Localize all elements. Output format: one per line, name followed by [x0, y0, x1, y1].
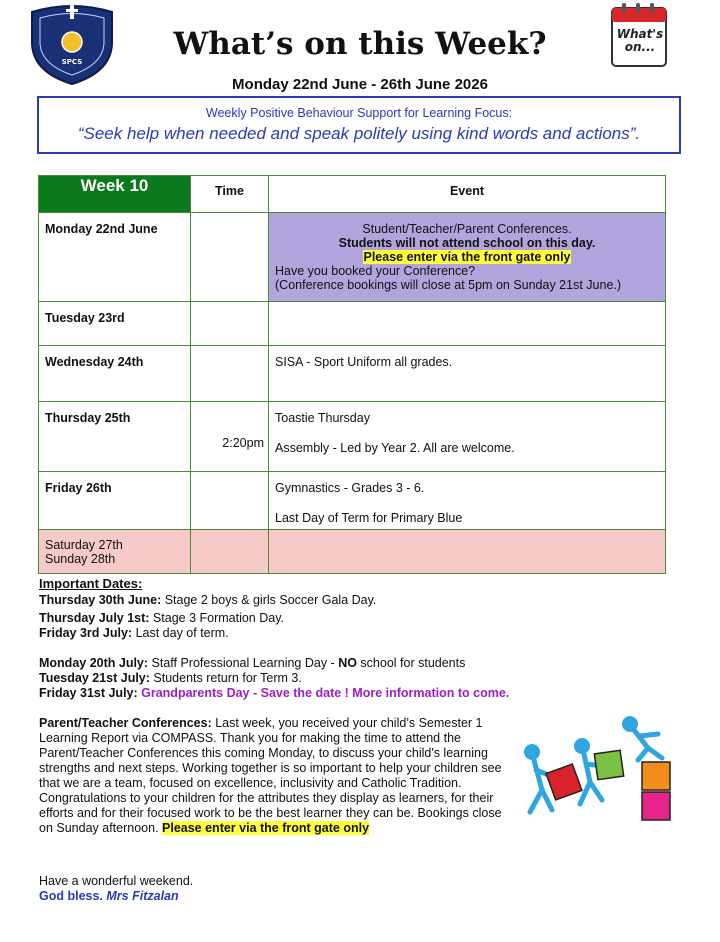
table-row-tuesday	[39, 302, 666, 346]
table-row-friday	[39, 472, 666, 530]
weekly-schedule-table	[38, 175, 666, 574]
table-header-row	[39, 176, 666, 213]
day-label: Thursday 25th	[39, 402, 191, 472]
day-label	[39, 530, 191, 574]
important-dates-title: Important Dates:	[39, 576, 143, 591]
event-line: Assembly - Led by Year 2. All are welcome.	[275, 441, 515, 455]
time-cell	[191, 530, 269, 574]
event-line: Toastie Thursday	[275, 411, 370, 425]
day-label-sunday: Sunday 28th	[45, 552, 116, 566]
closing-line: Have a wonderful weekend.	[39, 874, 194, 888]
event-line: Student/Teacher/Parent Conferences.	[362, 222, 572, 236]
time-cell	[191, 472, 269, 530]
focus-label: Weekly Positive Behaviour Support for Learning Focus:	[205, 106, 513, 120]
day-label: Friday 26th	[39, 472, 191, 530]
event-cell	[269, 530, 666, 574]
list-item: Monday 20th July: Staff Professional Learning Day - NO school for students	[39, 656, 466, 670]
stick-figures-illustration	[516, 712, 676, 830]
day-label: Monday 22nd June	[39, 213, 191, 302]
event-cell	[269, 472, 666, 530]
signature: God bless. Mrs Fitzalan	[39, 889, 179, 903]
event-column-header: Event	[269, 176, 666, 213]
event-line: Gymnastics - Grades 3 - 6.	[275, 481, 425, 495]
svg-text:What's: What's	[616, 27, 664, 41]
event-time: 2:20pm	[222, 436, 264, 450]
event-cell	[269, 213, 666, 302]
date-range: Monday 22nd June - 26th June 2026	[232, 76, 488, 93]
event-line: Have you booked your Conference?	[275, 264, 476, 278]
time-cell	[191, 302, 269, 346]
time-cell	[191, 346, 269, 402]
event-line: Last Day of Term for Primary Blue	[275, 511, 463, 525]
event-cell	[269, 402, 666, 472]
table-row-weekend	[39, 530, 666, 574]
table-row-thursday	[39, 402, 666, 472]
day-label-saturday: Saturday 27th	[45, 538, 123, 552]
newsletter-body	[39, 576, 519, 904]
conferences-paragraph: Parent/Teacher Conferences: Last week, you received your child’s Semester 1 Learning Report via COMPASS. Thank you for making the time to attend the Parent/Teacher Conferences this coming Monday, to discuss your child's learning strengths and next steps. Working together is so important to help your children see that we are a team, focused on excellence, inclusivity and Catholic Tradition. Congratulations to your children for the attributes they display as learners, for their efforts and for their focused work to be the best learner they can be. Bookings close on Sunday afternoon. Please enter via the front gate only	[39, 716, 502, 835]
list-item: Friday 31st July: Grandparents Day - Save the date ! More information to come.	[39, 686, 510, 700]
time-cell	[191, 402, 269, 472]
behaviour-focus-box	[37, 96, 681, 154]
svg-text:on...: on...	[624, 40, 656, 54]
event-line: Students will not attend school on this day.	[338, 236, 596, 250]
time-column-header: Time	[191, 176, 269, 213]
event-cell: SISA - Sport Uniform all grades.	[269, 346, 666, 402]
event-cell	[269, 302, 666, 346]
table-row-monday	[39, 213, 666, 302]
page-title: What’s on this Week?	[173, 26, 547, 62]
event-line: (Conference bookings will close at 5pm on Sunday 21st June.)	[275, 278, 622, 292]
highlight-text: Please enter via the front gate only	[363, 250, 571, 264]
day-label: Wednesday 24th	[39, 346, 191, 402]
focus-quote: “Seek help when needed and speak politely using kind words and actions”.	[77, 124, 641, 143]
table-row-wednesday	[39, 346, 666, 402]
list-item: Tuesday 21st July: Students return for Term 3.	[39, 671, 302, 685]
week-label: Week 10	[39, 176, 191, 213]
list-item: Thursday 30th June: Stage 2 boys & girls Soccer Gala Day.	[39, 593, 377, 607]
list-item: Friday 3rd July: Last day of term.	[39, 626, 229, 640]
list-item: Thursday July 1st: Stage 3 Formation Day.	[39, 611, 285, 625]
day-label: Tuesday 23rd	[39, 302, 191, 346]
time-cell	[191, 213, 269, 302]
svg-text:SPCS: SPCS	[61, 58, 83, 66]
